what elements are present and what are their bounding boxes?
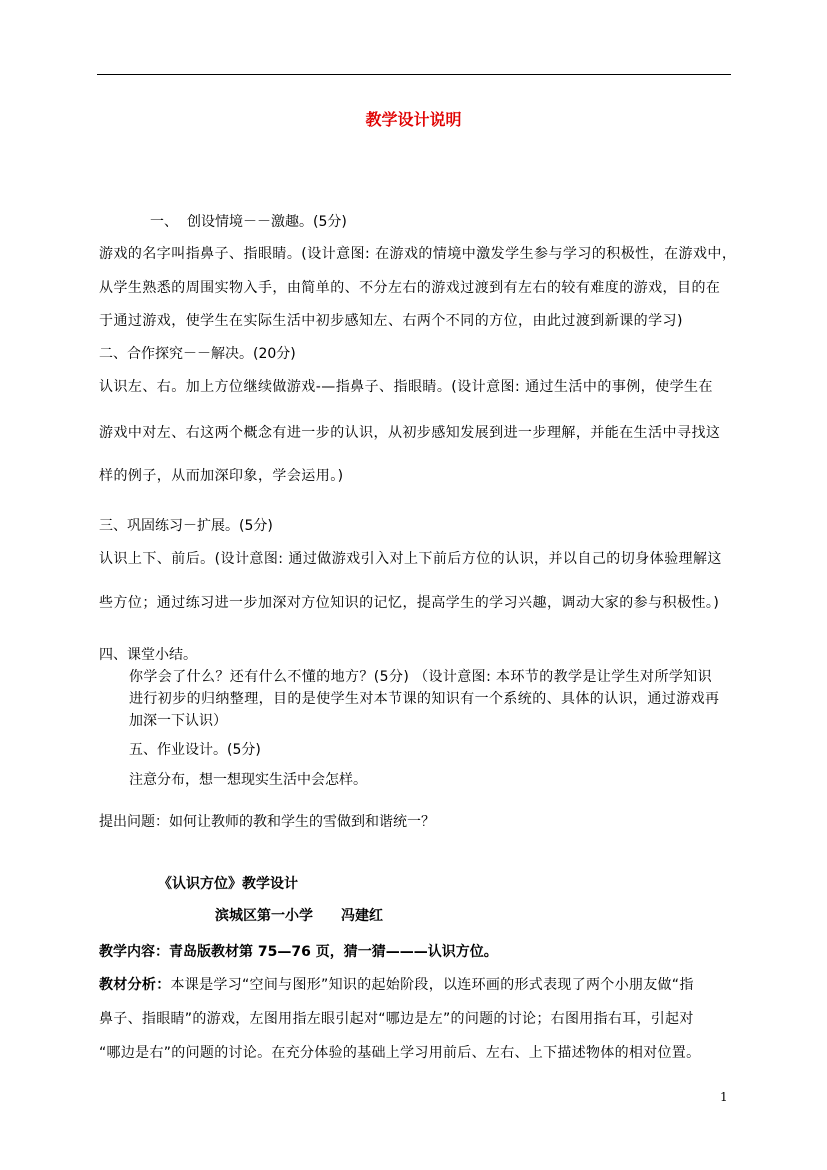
section-1-number: 一、 — [150, 214, 178, 230]
section-2-line-3: 样的例子，从而加深印象，学会运用。) — [99, 468, 344, 484]
design-title: 《认识方位》教学设计 — [158, 876, 298, 892]
analysis-line-1 — [99, 975, 694, 995]
section-5-heading: 五、作业设计。(5分) — [129, 742, 261, 758]
section-2-line-2: 游戏中对左、右这两个概念有进一步的认识，从初步感知发展到进一步理解，并能在生活中寻找这 — [99, 425, 721, 441]
section-5-line-1: 注意分布，想一想现实生活中会怎样。 — [129, 772, 367, 788]
page-number: 1 — [720, 1090, 728, 1104]
document-title: 教学设计说明 — [365, 110, 462, 129]
question-line: 提出问题：如何让教师的教和学生的雪做到和谐统一？ — [99, 814, 435, 830]
section-1-line-2: 从学生熟悉的周围实物入手，由简单的、不分左右的游戏过渡到有左右的较有难度的游戏，目的在 — [99, 280, 721, 296]
analysis-line-3: “哪边是右”的问题的讨论。在充分体验的基础上学习用前后、左右、上下描述物体的相对位置。 — [99, 1045, 701, 1061]
section-3-heading: 三、巩固练习－扩展。(5分) — [99, 518, 273, 534]
header-rule — [97, 74, 731, 75]
section-4-heading: 四、课堂小结。 — [99, 647, 197, 663]
analysis-line-2: 鼻子、指眼睛”的游戏，左图用指左眼引起对“哪边是左”的问题的讨论；右图用指右耳，引起对 — [99, 1011, 694, 1027]
section-3-line-2: 些方位；通过练习进一步加深对方位知识的记忆，提高学生的学习兴趣，调动大家的参与积极性。) — [99, 595, 720, 611]
analysis-label: 教材分析： — [99, 977, 171, 993]
section-2-heading: 二、合作探究－－解决。(20分) — [99, 346, 296, 362]
section-2-line-1: 认识左、右。加上方位继续做游戏-—指鼻子、指眼睛。(设计意图: 通过生活中的事例，使学生在 — [99, 379, 713, 395]
section-1-line-3: 于通过游戏，使学生在实际生活中初步感知左、右两个不同的方位，由此过渡到新课的学习) — [99, 313, 683, 329]
analysis-text-1: 本课是学习“空间与图形”知识的起始阶段，以连环画的形式表现了两个小朋友做“指 — [170, 977, 694, 993]
section-1-heading: 创设情境－－激趣。(5分) — [187, 214, 347, 230]
content-line: 教学内容：青岛版教材第 75—76 页，猜一猜———认识方位。 — [99, 944, 498, 960]
author-line: 滨城区第一小学 冯建红 — [215, 908, 383, 924]
section-1-line-1: 游戏的名字叫指鼻子、指眼睛。(设计意图: 在游戏的情境中激发学生参与学习的积极性，在游戏中， — [99, 246, 737, 262]
section-3-line-1: 认识上下、前后。(设计意图: 通过做游戏引入对上下前后方位的认识，并以自己的切身体验理解这 — [99, 551, 722, 567]
section-4-line-2: 进行初步的归纳整理，目的是使学生对本节课的知识有一个系统的、具体的认识，通过游戏再 — [129, 691, 720, 707]
section-4-line-3: 加深一下认识） — [129, 713, 227, 729]
section-4-line-1: 你学会了什么？还有什么不懂的地方？(5分) （设计意图: 本环节的教学是让学生对所学知识 — [129, 669, 713, 685]
